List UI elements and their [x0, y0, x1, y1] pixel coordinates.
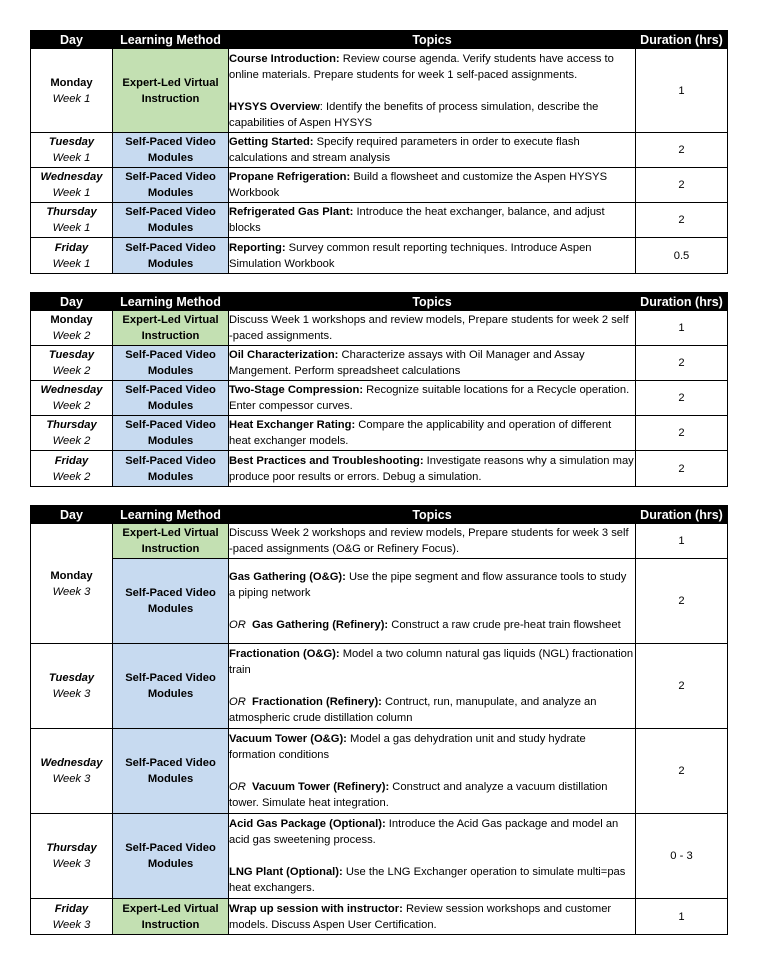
day-cell: Thursday Week 2	[31, 416, 113, 451]
header-duration: Duration (hrs)	[636, 31, 728, 49]
topics-cell: Discuss Week 2 workshops and review models, Prepare students for week 3 self -paced assignments (O&G or Refinery Focus).	[229, 524, 636, 559]
learning-method-cell: Expert-Led Virtual Instruction	[113, 899, 229, 935]
day-cell: Wednesday Week 3	[31, 729, 113, 814]
duration-cell: 2	[636, 729, 728, 814]
learning-method-cell: Self-Paced Video Modules	[113, 238, 229, 274]
topics-cell: Oil Characterization: Characterize assays with Oil Manager and Assay Mangement. Perform spreadsheet calculations	[229, 346, 636, 381]
header-learning-method: Learning Method	[113, 31, 229, 49]
week2-schedule-table	[30, 292, 728, 487]
topics-cell: Fractionation (O&G): Model a two column natural gas liquids (NGL) fractionation train OR Fractionation (Refinery): Contruct, run, manupulate, and analyze an atmospheric crude distillation column	[229, 644, 636, 729]
table-row	[31, 524, 728, 559]
table-row	[31, 168, 728, 203]
table-header-row	[31, 31, 728, 49]
topics-cell: Best Practices and Troubleshooting: Investigate reasons why a simulation may produce poor results or errors. Debug a simulation.	[229, 451, 636, 487]
week3-schedule-table	[30, 505, 728, 935]
table-header-row	[31, 506, 728, 524]
topics-cell: Refrigerated Gas Plant: Introduce the heat exchanger, balance, and adjust blocks	[229, 203, 636, 238]
topics-cell: Acid Gas Package (Optional): Introduce the Acid Gas package and model an acid gas sweetening process. LNG Plant (Optional): Use the LNG Exchanger operation to simulate multi=pas heat exchangers.	[229, 814, 636, 899]
table-row	[31, 203, 728, 238]
duration-cell: 2	[636, 416, 728, 451]
duration-cell: 2	[636, 203, 728, 238]
learning-method-cell: Self-Paced Video Modules	[113, 729, 229, 814]
day-cell: Tuesday Week 3	[31, 644, 113, 729]
day-cell: Monday Week 1	[31, 49, 113, 133]
duration-cell: 0 - 3	[636, 814, 728, 899]
duration-cell: 2	[636, 644, 728, 729]
table-row	[31, 814, 728, 899]
learning-method-cell: Self-Paced Video Modules	[113, 416, 229, 451]
header-topics: Topics	[229, 506, 636, 524]
table-row	[31, 416, 728, 451]
table-row	[31, 311, 728, 346]
learning-method-cell: Expert-Led Virtual Instruction	[113, 49, 229, 133]
duration-cell: 2	[636, 381, 728, 416]
duration-cell: 1	[636, 311, 728, 346]
day-cell: Friday Week 2	[31, 451, 113, 487]
day-cell: Wednesday Week 1	[31, 168, 113, 203]
header-day: Day	[31, 506, 113, 524]
duration-cell: 2	[636, 133, 728, 168]
duration-cell: 1	[636, 49, 728, 133]
topics-cell: Vacuum Tower (O&G): Model a gas dehydration unit and study hydrate formation conditions OR Vacuum Tower (Refinery): Construct and analyze a vacuum distillation tower. Simulate heat integration.	[229, 729, 636, 814]
duration-cell: 1	[636, 899, 728, 935]
day-cell: Thursday Week 3	[31, 814, 113, 899]
day-cell: Tuesday Week 1	[31, 133, 113, 168]
day-cell: Friday Week 3	[31, 899, 113, 935]
learning-method-cell: Self-Paced Video Modules	[113, 381, 229, 416]
topics-cell: Heat Exchanger Rating: Compare the applicability and operation of different heat exchanger models.	[229, 416, 636, 451]
header-duration: Duration (hrs)	[636, 293, 728, 311]
day-cell: Wednesday Week 2	[31, 381, 113, 416]
table-row	[31, 729, 728, 814]
topics-cell: Gas Gathering (O&G): Use the pipe segment and flow assurance tools to study a piping network OR Gas Gathering (Refinery): Construct a raw crude pre-heat train flowsheet	[229, 559, 636, 644]
table-row	[31, 381, 728, 416]
day-cell: Friday Week 1	[31, 238, 113, 274]
header-topics: Topics	[229, 293, 636, 311]
topics-cell: Propane Refrigeration: Build a flowsheet and customize the Aspen HYSYS Workbook	[229, 168, 636, 203]
header-duration: Duration (hrs)	[636, 506, 728, 524]
learning-method-cell: Expert-Led Virtual Instruction	[113, 524, 229, 559]
table-row	[31, 49, 728, 133]
topics-cell: Wrap up session with instructor: Review session workshops and customer models. Discuss Aspen User Certification.	[229, 899, 636, 935]
learning-method-cell: Self-Paced Video Modules	[113, 203, 229, 238]
table-header-row	[31, 293, 728, 311]
learning-method-cell: Self-Paced Video Modules	[113, 814, 229, 899]
table-row	[31, 899, 728, 935]
learning-method-cell: Self-Paced Video Modules	[113, 644, 229, 729]
header-day: Day	[31, 293, 113, 311]
duration-cell: 1	[636, 524, 728, 559]
duration-cell: 2	[636, 451, 728, 487]
table-row	[31, 644, 728, 729]
learning-method-cell: Self-Paced Video Modules	[113, 346, 229, 381]
table-row	[31, 559, 728, 644]
day-cell: Monday Week 3	[31, 524, 113, 644]
learning-method-cell: Expert-Led Virtual Instruction	[113, 311, 229, 346]
day-cell: Thursday Week 1	[31, 203, 113, 238]
topics-cell: Discuss Week 1 workshops and review models, Prepare students for week 2 self -paced assignments.	[229, 311, 636, 346]
duration-cell: 2	[636, 346, 728, 381]
header-topics: Topics	[229, 31, 636, 49]
header-day: Day	[31, 31, 113, 49]
duration-cell: 0.5	[636, 238, 728, 274]
topics-cell: Two-Stage Compression: Recognize suitable locations for a Recycle operation. Enter compessor curves.	[229, 381, 636, 416]
header-learning-method: Learning Method	[113, 506, 229, 524]
topics-cell: Getting Started: Specify required parameters in order to execute flash calculations and stream analysis	[229, 133, 636, 168]
week1-schedule-table	[30, 30, 728, 274]
table-row	[31, 346, 728, 381]
duration-cell: 2	[636, 559, 728, 644]
day-cell: Tuesday Week 2	[31, 346, 113, 381]
learning-method-cell: Self-Paced Video Modules	[113, 133, 229, 168]
table-row	[31, 238, 728, 274]
table-row	[31, 133, 728, 168]
learning-method-cell: Self-Paced Video Modules	[113, 168, 229, 203]
duration-cell: 2	[636, 168, 728, 203]
topics-cell: Course Introduction: Review course agenda. Verify students have access to online materials. Prepare students for week 1 self-paced assignments. HYSYS Overview: Identify the benefits of process simulation, describe the capabilities of Aspen HYSYS	[229, 49, 636, 133]
header-learning-method: Learning Method	[113, 293, 229, 311]
learning-method-cell: Self-Paced Video Modules	[113, 559, 229, 644]
learning-method-cell: Self-Paced Video Modules	[113, 451, 229, 487]
day-cell: Monday Week 2	[31, 311, 113, 346]
topics-cell: Reporting: Survey common result reporting techniques. Introduce Aspen Simulation Workbook	[229, 238, 636, 274]
table-row	[31, 451, 728, 487]
